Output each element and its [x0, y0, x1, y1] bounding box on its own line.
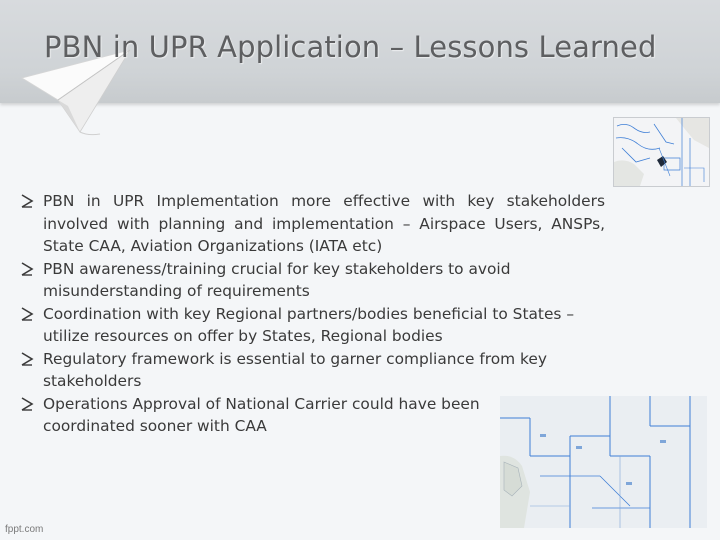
watermark: fppt.com [5, 524, 44, 535]
airspace-map-thumbnail-small [613, 117, 710, 187]
arrow-bullet-icon [20, 351, 34, 367]
bullet-text: PBN awareness/training crucial for key stakeholders to avoid misunderstanding of requirements [43, 259, 511, 300]
arrow-bullet-icon [20, 306, 34, 322]
bullet-text: Regulatory framework is essential to garner compliance from key stakeholders [43, 349, 547, 390]
bullet-item [20, 393, 513, 438]
bullet-text: Operations Approval of National Carrier could have been coordinated sooner with CAA [43, 394, 480, 435]
bullet-text: PBN in UPR Implementation more effective with key stakeholders involved with planning and implementation – Airspace Users, ANSPs, State CAA, Aviation Organizations (IATA etc) [43, 192, 605, 255]
bullet-item [20, 258, 605, 303]
slide-title: PBN in UPR Application – Lessons Learned [44, 30, 657, 64]
bullet-item [20, 348, 605, 393]
arrow-bullet-icon [20, 261, 34, 277]
bullet-text: Coordination with key Regional partners/bodies beneficial to States – utilize resources on offer by States, Regional bodies [43, 304, 575, 345]
bullet-item [20, 303, 605, 348]
airspace-map-thumbnail-large [500, 396, 707, 528]
arrow-bullet-icon [20, 396, 34, 412]
bullet-item [20, 190, 605, 258]
arrow-bullet-icon [20, 193, 34, 209]
